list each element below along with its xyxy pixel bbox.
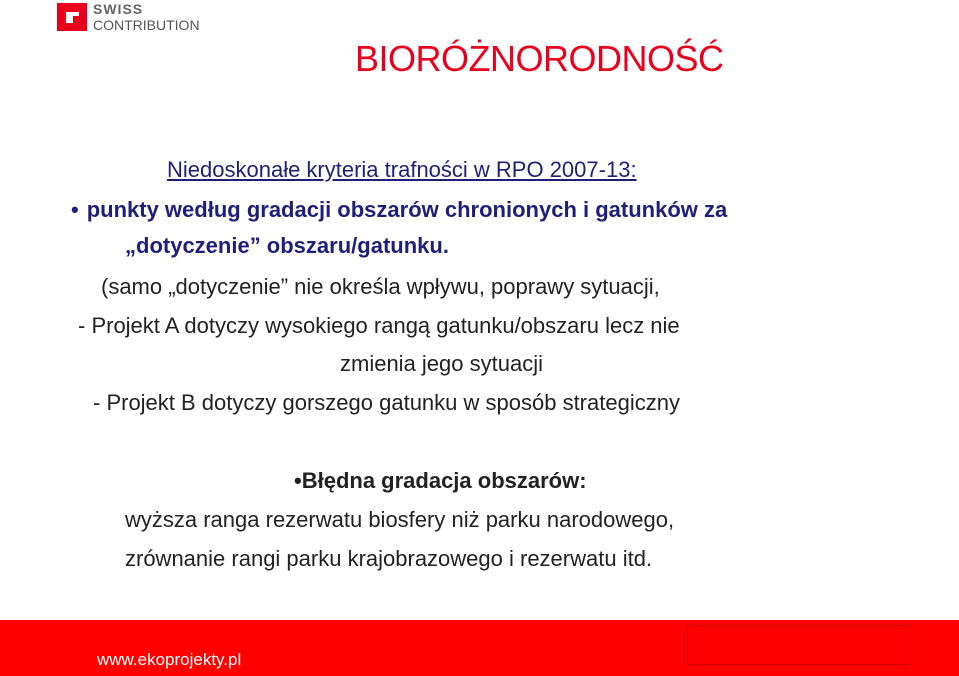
- paragraph-line-4: - Projekt B dotyczy gorszego gatunku w sposób strategiczny: [93, 390, 680, 415]
- footer-website-link[interactable]: www.ekoprojekty.pl: [97, 650, 242, 669]
- footer-placeholder-box: [687, 625, 910, 665]
- bullet-1-line-2: „dotyczenie” obszaru/gatunku.: [125, 233, 449, 258]
- bullet-2-line-2: zrównanie rangi parku krajobrazowego i rezerwatu itd.: [125, 546, 653, 571]
- bullet-item-1: [71, 197, 727, 223]
- bullet-item-2: [294, 468, 587, 494]
- subheading: Niedoskonałe kryteria trafności w RPO 2007-13:: [167, 157, 637, 182]
- paragraph-line-2: - Projekt A dotyczy wysokiego rangą gatunku/obszaru lecz nie: [78, 313, 680, 338]
- logo-text-swiss: SWISS: [93, 1, 144, 17]
- bullet-2-heading: Błędna gradacja obszarów:: [301, 468, 587, 493]
- page-title: BIORÓŻNORODNOŚĆ: [355, 38, 724, 79]
- footer-bar: [0, 620, 959, 676]
- bullet-icon: •: [294, 468, 302, 493]
- swiss-flag-icon: [57, 3, 87, 31]
- paragraph-line-3: zmienia jego sytuacji: [340, 351, 543, 376]
- logo-text-contribution: CONTRIBUTION: [93, 17, 200, 33]
- bullet-2-line-1: wyższa ranga rezerwatu biosfery niż parku narodowego,: [125, 507, 675, 532]
- bullet-icon: •: [71, 197, 79, 222]
- bullet-1-line-1: punkty według gradacji obszarów chronionych i gatunków za: [86, 197, 728, 222]
- paragraph-line-1: (samo „dotyczenie” nie określa wpływu, poprawy sytuacji,: [101, 274, 660, 299]
